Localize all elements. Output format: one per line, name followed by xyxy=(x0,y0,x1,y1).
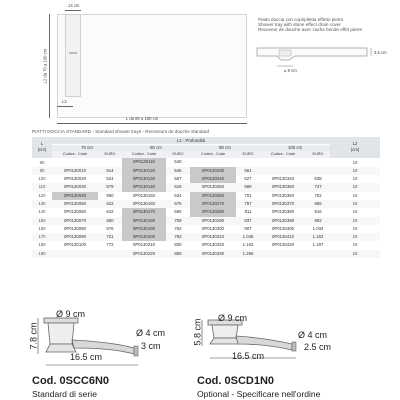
cell-code: 0P0130110 xyxy=(122,158,166,167)
code-header: Codice - Code xyxy=(190,151,236,158)
cell-code: 0P0130190 xyxy=(122,225,166,233)
cell-code xyxy=(52,250,98,258)
cell-code: 0P0130200 xyxy=(122,233,166,241)
cell-l2: 18 xyxy=(330,200,380,208)
cell-length: 100 xyxy=(38,176,46,182)
cell-l2: 18 xyxy=(330,217,380,225)
description-line-fr: Receveur de douche avec cache bonde effet pierre xyxy=(258,27,363,33)
optional-drain-note: Optional - Specificare nell'ordine xyxy=(197,389,321,399)
cell-price: 579 xyxy=(98,183,122,191)
cell-l2: 18 xyxy=(352,225,358,231)
cell-code: 0P0130030 xyxy=(52,183,98,191)
euro-header: EURO xyxy=(166,151,190,158)
product-description xyxy=(258,17,362,33)
cell-price: 650 xyxy=(98,217,122,225)
depth-70-header: 70 cm xyxy=(52,145,122,152)
cell-price: 916 xyxy=(314,209,322,215)
cell-code: 0P0130010 xyxy=(52,167,98,175)
cell-length: 150 xyxy=(32,217,52,225)
cell-price: 546 xyxy=(166,167,190,175)
cell-code: 0P0130300 xyxy=(202,225,224,231)
cell-l2: 18 xyxy=(352,176,358,182)
code-header: Codice - Code xyxy=(52,151,98,158)
cell-length: 170 xyxy=(32,233,52,241)
top-dimension-label: 14 cm xyxy=(68,3,80,8)
cell-code: 0P0130070 xyxy=(52,217,98,225)
standard-drain-length: 16.5 cm xyxy=(70,352,103,362)
cell-code: 0P0130250 xyxy=(190,183,236,191)
col-l2-header: L2 (cm) xyxy=(330,137,380,158)
top-dimension-line xyxy=(65,10,81,11)
cell-code: 0P0130060 xyxy=(64,209,86,215)
cell-price: 696 xyxy=(174,209,182,215)
standard-drain-note: Standard di serie xyxy=(32,389,97,399)
cell-price: 561 xyxy=(236,167,260,175)
cell-price: 514 xyxy=(98,167,122,175)
table-row xyxy=(32,200,380,208)
cell-code: 0P0130120 xyxy=(122,167,166,175)
cell-code: 0P0130040 xyxy=(52,192,98,200)
cell-price: 793 xyxy=(166,233,190,241)
cell-l2: 18 xyxy=(352,192,358,198)
cell-price: 638 xyxy=(314,176,322,182)
depth-100-header: 100 cm xyxy=(260,145,330,152)
shower-tray-outline xyxy=(57,14,247,118)
cell-code: 0P0130240 xyxy=(190,175,236,183)
standard-drain-outlet-height: 3 cm xyxy=(141,341,161,351)
cell-code: 0P0130410 xyxy=(260,233,306,241)
cell-price: 747 xyxy=(306,183,330,191)
cell-code: 0P0130310 xyxy=(190,233,236,241)
cell-price: 1.152 xyxy=(306,233,330,241)
cell-length: 90 xyxy=(32,167,52,175)
cell-price: 1.256 xyxy=(236,250,260,258)
cell-price xyxy=(306,250,330,258)
cell-price: 721 xyxy=(98,233,122,241)
cell-code: 0P0130050 xyxy=(52,200,98,208)
cell-l2: 18 xyxy=(352,159,358,165)
table-row xyxy=(32,192,380,200)
cell-price xyxy=(236,158,260,167)
optional-drain-outlet-height: 2.5 cm xyxy=(304,342,332,352)
cell-code: 0P0130140 xyxy=(122,183,166,191)
table-row xyxy=(32,250,380,258)
cell-price: 590 xyxy=(106,192,114,198)
cell-code: 0P0130260 xyxy=(190,192,236,200)
description-line-en: Shower tray with stone effect drain cover xyxy=(258,22,341,28)
cell-price: 676 xyxy=(166,200,190,208)
euro-header: EURO xyxy=(98,151,122,158)
cell-price: 907 xyxy=(244,225,252,231)
price-table-body xyxy=(32,158,380,258)
cell-length: 140 xyxy=(38,209,46,215)
cell-price: 865 xyxy=(166,250,190,258)
cell-code: 0P0130230 xyxy=(190,167,236,175)
optional-drain-height: 5.8 cm xyxy=(192,318,203,346)
side-dimension-label: L2 da 70 a 100 cm xyxy=(42,48,48,84)
cell-length: 180 xyxy=(38,242,46,248)
cell-price: 676 xyxy=(106,225,114,231)
cell-code: 0P0130180 xyxy=(122,217,166,225)
cell-code: 0P0130150 xyxy=(133,192,155,198)
table-row xyxy=(32,208,380,216)
cell-code: 0P0130170 xyxy=(122,208,166,216)
cell-code: 0P0130290 xyxy=(190,217,236,225)
cell-code xyxy=(260,158,306,167)
cell-code: 0P0130130 xyxy=(122,175,166,183)
bottom-dimension-label: L da 80 a 190 cm xyxy=(126,116,159,121)
cell-price: 1.197 xyxy=(312,242,324,248)
table-row xyxy=(32,167,380,175)
cell-code: 0P0130020 xyxy=(64,176,86,182)
cell-code: 0P0130360 xyxy=(272,192,294,198)
cell-price: 811 xyxy=(244,209,252,215)
cell-code: 0P0130330 xyxy=(190,250,236,258)
section-title: PIATTI DOCCIA STANDARD - Standard shower trays - Receveurs de douche standard xyxy=(32,129,210,134)
depth-header: L1 - Profondità xyxy=(52,137,330,145)
table-row xyxy=(32,158,380,167)
cell-price: 752 xyxy=(314,192,322,198)
euro-header: EURO xyxy=(306,151,330,158)
cell-code xyxy=(190,158,236,167)
cell-l2: 18 xyxy=(330,183,380,191)
cell-l2: 18 xyxy=(330,233,380,241)
cell-code xyxy=(260,167,306,175)
cell-code xyxy=(260,250,306,258)
cell-price: 709 xyxy=(166,217,190,225)
euro-header: EURO xyxy=(236,151,260,158)
cell-price: 689 xyxy=(236,183,260,191)
cell-price: 634 xyxy=(174,192,182,198)
code-header: Codice - Code xyxy=(122,151,166,158)
cell-price: 865 xyxy=(306,200,330,208)
cell-code xyxy=(52,158,98,167)
cell-length: 160 xyxy=(38,225,46,231)
cell-price: 1.046 xyxy=(236,233,260,241)
description-line-it: Piatto doccia con copripiletta effetto pietra xyxy=(258,17,344,22)
cell-price: 622 xyxy=(98,200,122,208)
cell-price xyxy=(98,250,122,258)
cell-l2: 18 xyxy=(330,250,380,258)
cell-price: 830 xyxy=(174,242,182,248)
shower-tray-profile-drawing xyxy=(255,40,385,82)
l2-dimension-line xyxy=(57,106,73,107)
bottom-dimension-line xyxy=(57,123,247,124)
cell-price: 567 xyxy=(174,176,182,182)
optional-drain-outlet-diameter: Ø 4 cm xyxy=(298,330,328,340)
cell-price: 762 xyxy=(174,225,182,231)
cell-code: 0P0130400 xyxy=(272,225,294,231)
cell-code: 0P0130420 xyxy=(272,242,294,248)
optional-drain-length: 16.5 cm xyxy=(232,351,265,361)
cell-price xyxy=(98,158,122,167)
cell-length: 80 xyxy=(39,159,45,165)
drain-cover-strip xyxy=(65,14,81,97)
cell-code: 0P0130340 xyxy=(272,176,294,182)
cell-code: 0P0130220 xyxy=(122,250,166,258)
l2-dimension-label: L2 xyxy=(62,99,67,104)
cell-code: 0P0130280 xyxy=(190,208,236,216)
cell-length: 130 xyxy=(32,200,52,208)
cell-price: 642 xyxy=(106,209,114,215)
cell-price: 540 xyxy=(174,159,182,165)
cell-l2: 18 xyxy=(352,242,358,248)
table-row xyxy=(32,225,380,233)
table-row xyxy=(32,241,380,249)
cell-length: 190 xyxy=(32,250,52,258)
cell-price: 797 xyxy=(236,200,260,208)
profile-height-label: 3,5 cm xyxy=(374,50,387,55)
cell-price: 982 xyxy=(306,217,330,225)
cell-price: 772 xyxy=(106,242,114,248)
side-dimension-line xyxy=(49,14,50,118)
standard-drain-top-diameter: Ø 9 cm xyxy=(56,309,86,319)
cell-length: 120 xyxy=(38,192,46,198)
standard-drain-height: 7.8 cm xyxy=(28,322,39,350)
table-row xyxy=(32,233,380,241)
standard-drain-outlet-diameter: Ø 4 cm xyxy=(136,328,166,338)
cell-price: 1.034 xyxy=(312,225,324,231)
standard-drain-code: Cod. 0SCC6N0 xyxy=(32,375,110,387)
table-row xyxy=(32,175,380,183)
cell-l2: 18 xyxy=(352,209,358,215)
cell-price xyxy=(306,158,330,167)
cell-code: 0P0130390 xyxy=(260,217,306,225)
cell-price: 1.163 xyxy=(242,242,254,248)
cell-l2: 18 xyxy=(330,167,380,175)
cell-price xyxy=(306,167,330,175)
cell-code: 0P0130080 xyxy=(64,225,86,231)
code-header: Codice - Code xyxy=(260,151,306,158)
cell-price: 837 xyxy=(236,217,260,225)
depth-80-header: 80 cm xyxy=(122,145,190,152)
profile-drain-label: ⌀ 9 cm xyxy=(284,68,297,73)
cell-code: 0P0130370 xyxy=(260,200,306,208)
cell-price: 524 xyxy=(106,176,114,182)
cell-code: 0P0130100 xyxy=(64,242,86,248)
cell-code: 0P0130210 xyxy=(133,242,155,248)
cell-price: 618 xyxy=(166,183,190,191)
cell-code: 0P0130320 xyxy=(202,242,224,248)
table-header-row-labels xyxy=(32,151,380,158)
cell-length: 110 xyxy=(32,183,52,191)
drain-grate-mark xyxy=(69,52,77,54)
table-row xyxy=(32,217,380,225)
col-l-header: L (cm) xyxy=(32,137,52,158)
cell-code: 0P0130160 xyxy=(122,200,166,208)
optional-drain-top-diameter: Ø 9 cm xyxy=(218,313,248,323)
table-row xyxy=(32,183,380,191)
cell-price: 701 xyxy=(244,192,252,198)
cell-code: 0P0130350 xyxy=(260,183,306,191)
cell-code: 0P0130270 xyxy=(190,200,236,208)
price-table xyxy=(32,137,380,258)
cell-price: 627 xyxy=(244,176,252,182)
cell-code: 0P0130380 xyxy=(272,209,294,215)
optional-drain-code: Cod. 0SCD1N0 xyxy=(197,375,275,387)
depth-90-header: 90 cm xyxy=(190,145,260,152)
table-header-row-top xyxy=(32,137,380,145)
cell-code: 0P0130090 xyxy=(52,233,98,241)
